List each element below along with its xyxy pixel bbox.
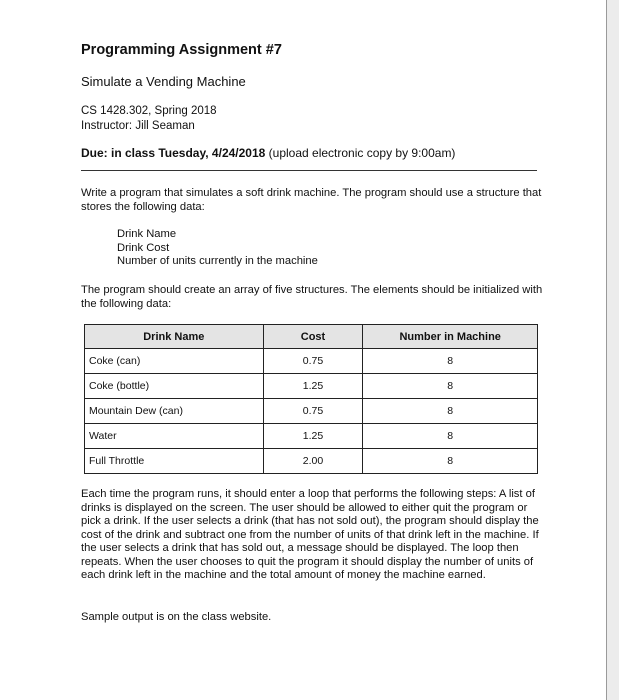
header-number-in-machine: Number in Machine [363,325,538,349]
assignment-subtitle: Simulate a Vending Machine [81,74,246,89]
cell-count: 8 [363,374,538,399]
field-item: Drink Cost [117,241,170,254]
structure-fields-list [117,228,318,269]
viewer-gutter [607,0,619,700]
drinks-table [84,324,538,474]
table-row [85,424,538,449]
loop-description-paragraph: Each time the program runs, it should enter a loop that performs the following steps: A list of drinks is displayed on the screen. The user should be allowed to either quit the program or pick a drink. If the user selects a drink (that has not sold out), the program should display the cost of the drink and subtract one from the number of units of that drink left in the machine. If the user selects a drink that has sold out, a message should be displayed. The loop then repeats. When the user chooses to quit the program it should display the number of units of each drink left in the machine and the total amount of money the machine earned. [81,488,539,581]
cell-count: 8 [363,399,538,424]
table-row [85,399,538,424]
intro-paragraph: Write a program that simulates a soft drink machine. The program should use a structure that stores the following data: [81,187,542,213]
due-date-note: (upload electronic copy by 9:00am) [265,146,456,160]
cell-cost: 1.25 [263,424,363,449]
cell-count: 8 [363,349,538,374]
cell-cost: 0.75 [263,349,363,374]
table-row [85,449,538,474]
table-row [85,374,538,399]
instructor-line: Instructor: Jill Seaman [81,120,195,132]
header-drink-name: Drink Name [85,325,264,349]
due-date-bold: Due: in class Tuesday, 4/24/2018 [81,146,266,160]
course-info [81,104,217,134]
cell-drink-name: Water [85,424,264,449]
course-line: CS 1428.302, Spring 2018 [81,105,217,117]
cell-drink-name: Coke (bottle) [85,374,264,399]
sample-output-note: Sample output is on the class website. [81,611,272,623]
cell-drink-name: Coke (can) [85,349,264,374]
cell-drink-name: Full Throttle [85,449,264,474]
cell-drink-name: Mountain Dew (can) [85,399,264,424]
cell-count: 8 [363,424,538,449]
assignment-title: Programming Assignment #7 [81,42,282,58]
cell-cost: 0.75 [263,399,363,424]
horizontal-rule [81,170,537,171]
table-header-row [85,325,538,349]
array-intro-paragraph: The program should create an array of five structures. The elements should be initialized with the following data: [81,284,543,310]
field-item: Drink Name [117,228,177,240]
table-row [85,349,538,374]
cell-cost: 2.00 [263,449,363,474]
cell-cost: 1.25 [263,374,363,399]
field-item: Number of units currently in the machine [117,255,318,267]
header-cost: Cost [263,325,363,349]
due-date [81,146,455,160]
cell-count: 8 [363,449,538,474]
